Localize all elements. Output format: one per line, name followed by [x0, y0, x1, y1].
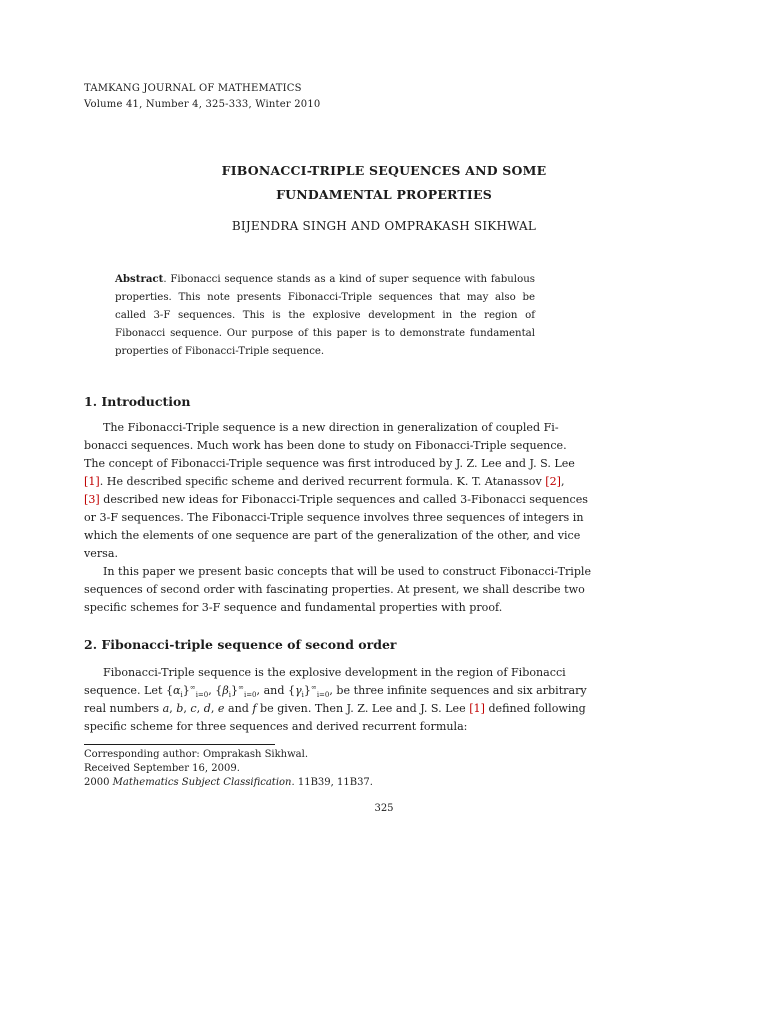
text-line: The concept of Fibonacci-Triple sequence was first introduced by J. Z. Lee and J. S. Lee	[84, 457, 575, 470]
text-line: Fibonacci-Triple sequence is the explosive development in the region of Fibonacci	[103, 666, 566, 679]
journal-header	[84, 81, 321, 113]
text-line: [3] described new ideas for Fibonacci-Triple sequences and called 3-Fibonacci sequences	[84, 493, 588, 506]
journal-volume: Volume 41, Number 4, 325-333, Winter 2010	[84, 99, 321, 110]
footnotes	[84, 748, 373, 790]
received-date: Received September 16, 2009.	[84, 763, 240, 774]
text-line: versa.	[84, 547, 118, 560]
section-1-heading: 1. Introduction	[84, 394, 191, 409]
title-line-1: FIBONACCI-TRIPLE SEQUENCES AND SOME	[221, 163, 547, 178]
text-line: or 3-F sequences. The Fibonacci-Triple sequence involves three sequences of integers in	[84, 511, 584, 524]
text-line: which the elements of one sequence are part of the generalization of the other, and vice	[84, 529, 581, 542]
corresponding-author: Corresponding author: Omprakash Sikhwal.	[84, 749, 309, 760]
section-2-paragraph-1	[84, 664, 587, 736]
msc-classification: 2000 Mathematics Subject Classification. 11B39, 11B37.	[84, 777, 373, 788]
abstract-text: . Fibonacci sequence stands as a kind of super sequence with fabulous properties. This note presents Fibonacci-Triple sequences that may also be called 3-F sequences. This is the explosive development in the region of Fibonacci sequence. Our purpose of this paper is to demonstrate fundamental properties of Fibonacci-Triple sequence.	[115, 274, 535, 357]
citation-link[interactable]: [1]	[84, 475, 100, 488]
section-1-paragraph-2	[84, 563, 592, 617]
text-line: The Fibonacci-Triple sequence is a new direction in generalization of coupled Fi-	[103, 421, 559, 434]
text-line: [1]. He described specific scheme and derived recurrent formula. K. T. Atanassov [2],	[84, 475, 565, 488]
citation-link[interactable]: [1]	[469, 702, 485, 715]
section-2-heading: 2. Fibonacci-triple sequence of second order	[84, 637, 397, 652]
title-line-2: FUNDAMENTAL PROPERTIES	[276, 187, 492, 202]
footnote-rule	[84, 744, 275, 745]
text-line: In this paper we present basic concepts that will be used to construct Fibonacci-Triple	[103, 565, 592, 578]
page-number: 325	[374, 803, 394, 814]
text-line: specific schemes for 3-F sequence and fundamental properties with proof.	[84, 601, 503, 614]
text-line: bonacci sequences. Much work has been done to study on Fibonacci-Triple sequence.	[84, 439, 567, 452]
text-line: real numbers a, b, c, d, e and f be given. Then J. Z. Lee and J. S. Lee [1] defined following	[84, 702, 586, 715]
paper-title	[0, 159, 768, 207]
section-1-paragraph-1	[84, 419, 588, 563]
text-line: sequences of second order with fascinating properties. At present, we shall describe two	[84, 583, 585, 596]
citation-link[interactable]: [2]	[545, 475, 561, 488]
paper-authors: BIJENDRA SINGH AND OMPRAKASH SIKHWAL	[231, 219, 537, 233]
text-line: specific scheme for three sequences and derived recurrent formula:	[84, 720, 468, 733]
journal-name: TAMKANG JOURNAL OF MATHEMATICS	[84, 83, 302, 94]
abstract-label: Abstract	[115, 273, 164, 285]
abstract	[115, 270, 535, 361]
citation-link[interactable]: [3]	[84, 493, 100, 506]
sequence-definition-line: sequence. Let $\{\alpha_i\}^\infty_{i=0}$, $\{\beta_i\}^\infty_{i=0}$, and $\{\gamma_i\}^\infty_{i=0}$, be three infinite sequences and six arbitrary	[84, 683, 587, 700]
